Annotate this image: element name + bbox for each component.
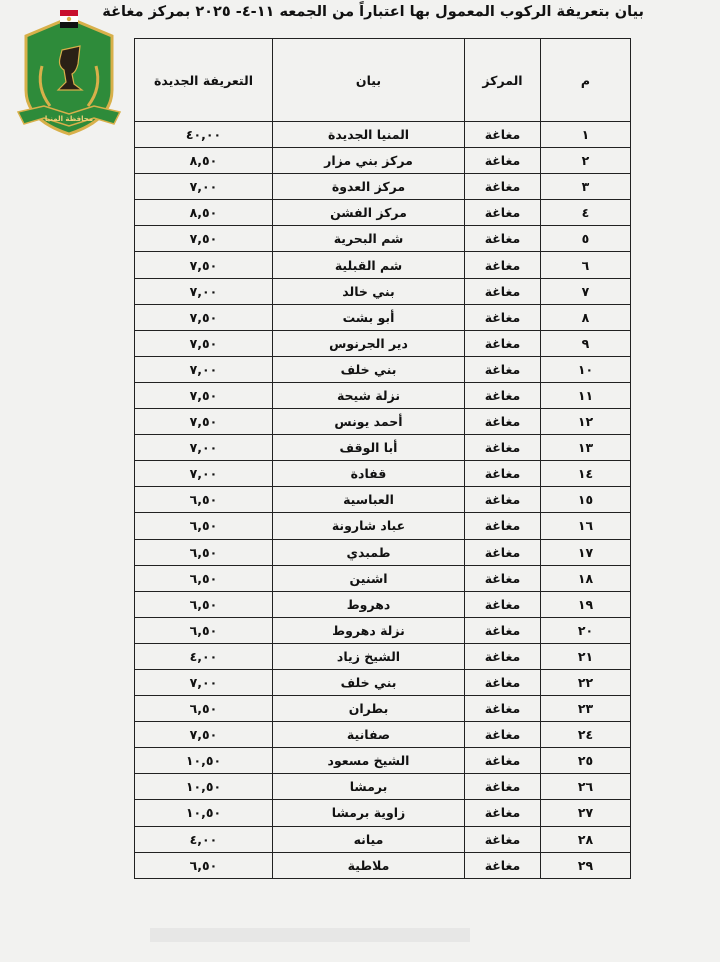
cell-num: ١١ (541, 382, 631, 408)
cell-place: برمشا (273, 774, 465, 800)
table-row (135, 278, 631, 304)
table-row (135, 304, 631, 330)
cell-center: مغاغة (465, 122, 541, 148)
cell-num: ٤ (541, 200, 631, 226)
cell-num: ٢٢ (541, 669, 631, 695)
table-row (135, 565, 631, 591)
cell-num: ١٢ (541, 409, 631, 435)
cell-fare: ٦,٥٠ (135, 539, 273, 565)
cell-center: مغاغة (465, 409, 541, 435)
cell-num: ١٠ (541, 356, 631, 382)
cell-place: شم القبلية (273, 252, 465, 278)
cell-num: ١ (541, 122, 631, 148)
cell-num: ٢٨ (541, 826, 631, 852)
cell-fare: ٦,٥٠ (135, 487, 273, 513)
table-row (135, 200, 631, 226)
cell-center: مغاغة (465, 722, 541, 748)
cell-num: ١٣ (541, 435, 631, 461)
cell-fare: ٧,٠٠ (135, 435, 273, 461)
cell-center: مغاغة (465, 669, 541, 695)
cell-num: ١٦ (541, 513, 631, 539)
cell-center: مغاغة (465, 643, 541, 669)
cell-center: مغاغة (465, 696, 541, 722)
logo-caption: محافظة المنيا (44, 115, 94, 123)
table-row (135, 800, 631, 826)
cell-center: مغاغة (465, 800, 541, 826)
cell-fare: ٧,٥٠ (135, 226, 273, 252)
cell-fare: ٧,٠٠ (135, 461, 273, 487)
cell-center: مغاغة (465, 252, 541, 278)
table-row (135, 617, 631, 643)
cell-num: ٥ (541, 226, 631, 252)
table-row (135, 382, 631, 408)
cell-center: مغاغة (465, 174, 541, 200)
cell-center: مغاغة (465, 487, 541, 513)
cell-place: صفانية (273, 722, 465, 748)
cell-place: عباد شارونة (273, 513, 465, 539)
cell-center: مغاغة (465, 565, 541, 591)
header-center: المركز (465, 39, 541, 122)
cell-center: مغاغة (465, 539, 541, 565)
cell-num: ١٤ (541, 461, 631, 487)
cell-center: مغاغة (465, 617, 541, 643)
cell-center: مغاغة (465, 435, 541, 461)
cell-num: ١٧ (541, 539, 631, 565)
cell-num: ٢٧ (541, 800, 631, 826)
cell-num: ٢٦ (541, 774, 631, 800)
table-row (135, 487, 631, 513)
cell-fare: ٦,٥٠ (135, 591, 273, 617)
cell-num: ٩ (541, 330, 631, 356)
cell-center: مغاغة (465, 461, 541, 487)
cell-num: ٢٣ (541, 696, 631, 722)
cell-place: نزلة دهروط (273, 617, 465, 643)
cell-place: الشيخ مسعود (273, 748, 465, 774)
cell-center: مغاغة (465, 852, 541, 878)
cell-place: المنيا الجديدة (273, 122, 465, 148)
cell-place: ملاطية (273, 852, 465, 878)
cell-fare: ٦,٥٠ (135, 696, 273, 722)
table-row (135, 722, 631, 748)
cell-center: مغاغة (465, 513, 541, 539)
table-header-row (135, 39, 631, 122)
table-row (135, 748, 631, 774)
cell-center: مغاغة (465, 304, 541, 330)
table-row (135, 148, 631, 174)
cell-num: ٢٤ (541, 722, 631, 748)
cell-num: ٣ (541, 174, 631, 200)
table-row (135, 591, 631, 617)
cell-fare: ٨,٥٠ (135, 148, 273, 174)
cell-place: أبو بشت (273, 304, 465, 330)
cell-place: مركز بني مزار (273, 148, 465, 174)
table-row (135, 643, 631, 669)
page-smudge (150, 928, 470, 942)
fare-table (134, 38, 631, 879)
cell-place: مركز الفشن (273, 200, 465, 226)
table-row (135, 461, 631, 487)
cell-center: مغاغة (465, 148, 541, 174)
cell-center: مغاغة (465, 591, 541, 617)
cell-num: ١٨ (541, 565, 631, 591)
cell-fare: ٤,٠٠ (135, 826, 273, 852)
cell-center: مغاغة (465, 748, 541, 774)
header-fare: التعريفة الجديدة (135, 39, 273, 122)
cell-fare: ٧,٠٠ (135, 174, 273, 200)
cell-num: ١٥ (541, 487, 631, 513)
cell-place: قفادة (273, 461, 465, 487)
table-row (135, 539, 631, 565)
header-place: بيان (273, 39, 465, 122)
cell-fare: ٦,٥٠ (135, 617, 273, 643)
cell-fare: ٦,٥٠ (135, 852, 273, 878)
cell-center: مغاغة (465, 356, 541, 382)
cell-place: طمبدي (273, 539, 465, 565)
cell-place: مركز العدوة (273, 174, 465, 200)
cell-place: زاوية برمشا (273, 800, 465, 826)
cell-fare: ٧,٥٠ (135, 722, 273, 748)
cell-fare: ٦,٥٠ (135, 513, 273, 539)
cell-fare: ٧,٥٠ (135, 330, 273, 356)
table-row (135, 122, 631, 148)
cell-fare: ٧,٥٠ (135, 382, 273, 408)
cell-center: مغاغة (465, 382, 541, 408)
cell-place: أحمد يونس (273, 409, 465, 435)
cell-fare: ١٠,٥٠ (135, 774, 273, 800)
cell-fare: ٧,٠٠ (135, 669, 273, 695)
table-row (135, 330, 631, 356)
cell-place: شم البحرية (273, 226, 465, 252)
cell-place: بني خلف (273, 669, 465, 695)
cell-center: مغاغة (465, 774, 541, 800)
cell-fare: ٧,٥٠ (135, 252, 273, 278)
table-row (135, 513, 631, 539)
cell-num: ٢١ (541, 643, 631, 669)
cell-fare: ١٠,٥٠ (135, 800, 273, 826)
cell-fare: ٧,٥٠ (135, 409, 273, 435)
logo-flag-black (60, 22, 78, 28)
cell-center: مغاغة (465, 278, 541, 304)
table-row (135, 252, 631, 278)
table-row (135, 774, 631, 800)
header-num: م (541, 39, 631, 122)
cell-center: مغاغة (465, 226, 541, 252)
governorate-logo (14, 8, 124, 142)
table-row (135, 435, 631, 461)
cell-center: مغاغة (465, 330, 541, 356)
cell-fare: ٨,٥٠ (135, 200, 273, 226)
cell-fare: ٧,٠٠ (135, 278, 273, 304)
cell-num: ٦ (541, 252, 631, 278)
table-row (135, 409, 631, 435)
cell-num: ٧ (541, 278, 631, 304)
table-body (135, 122, 631, 879)
table-row (135, 852, 631, 878)
cell-num: ٨ (541, 304, 631, 330)
cell-fare: ٧,٠٠ (135, 356, 273, 382)
logo-flag-red (60, 10, 78, 16)
cell-place: الشيخ زياد (273, 643, 465, 669)
cell-fare: ١٠,٥٠ (135, 748, 273, 774)
page-title: بيان بتعريفة الركوب المعمول بها اعتباراً من الجمعه ١١-٤- ٢٠٢٥ بمركز مغاغة (102, 4, 644, 20)
cell-center: مغاغة (465, 200, 541, 226)
cell-place: دير الجرنوس (273, 330, 465, 356)
cell-num: ١٩ (541, 591, 631, 617)
cell-place: دهروط (273, 591, 465, 617)
table-row (135, 669, 631, 695)
table-row (135, 826, 631, 852)
cell-fare: ٦,٥٠ (135, 565, 273, 591)
cell-place: اشنين (273, 565, 465, 591)
table-row (135, 356, 631, 382)
cell-fare: ٧,٥٠ (135, 304, 273, 330)
cell-place: ميانه (273, 826, 465, 852)
table-row (135, 696, 631, 722)
cell-num: ٢٠ (541, 617, 631, 643)
logo-eagle (67, 17, 71, 21)
cell-place: العباسية (273, 487, 465, 513)
cell-num: ٢٩ (541, 852, 631, 878)
table-row (135, 226, 631, 252)
cell-place: أبا الوقف (273, 435, 465, 461)
cell-num: ٢٥ (541, 748, 631, 774)
cell-fare: ٤٠,٠٠ (135, 122, 273, 148)
cell-fare: ٤,٠٠ (135, 643, 273, 669)
cell-place: بني خالد (273, 278, 465, 304)
cell-num: ٢ (541, 148, 631, 174)
cell-place: بني خلف (273, 356, 465, 382)
cell-place: نزلة شيحة (273, 382, 465, 408)
cell-place: بطران (273, 696, 465, 722)
cell-center: مغاغة (465, 826, 541, 852)
table-row (135, 174, 631, 200)
